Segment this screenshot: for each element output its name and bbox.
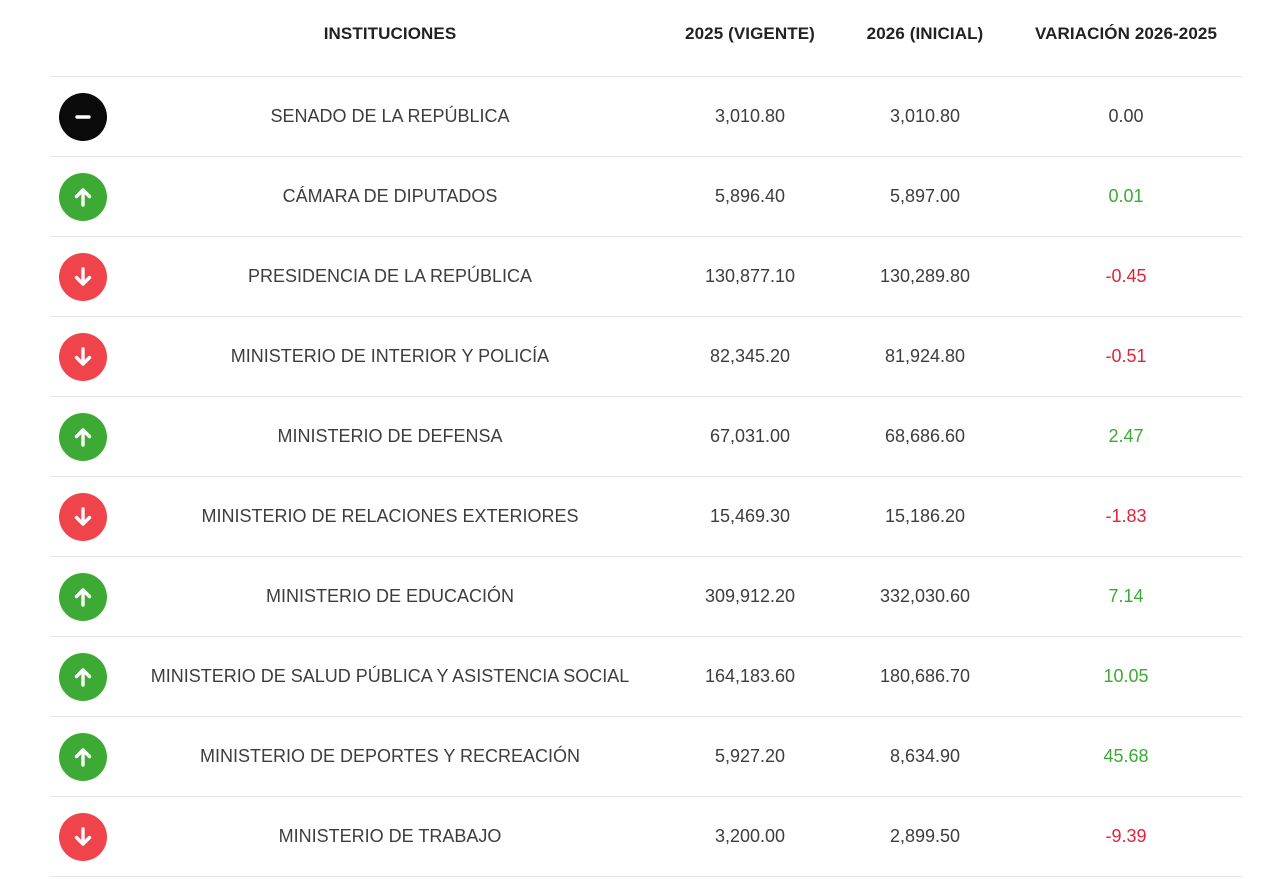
value-2026: 8,634.90 — [889, 746, 961, 766]
value-2026: 130,289.80 — [879, 266, 971, 286]
header-variation: VARIACIÓN 2026-2025 — [1034, 24, 1218, 43]
variation-value: 2.47 — [1108, 426, 1144, 446]
arrow-down-icon — [59, 333, 107, 381]
variation-value: 10.05 — [1103, 666, 1149, 686]
value-2025: 67,031.00 — [709, 426, 791, 446]
value-2026: 2,899.50 — [889, 826, 961, 846]
table-row — [50, 477, 1242, 557]
institution-name: PRESIDENCIA DE LA REPÚBLICA — [247, 266, 533, 286]
row-trend-cell — [50, 493, 120, 541]
table-row — [50, 397, 1242, 477]
variation-value: 0.01 — [1108, 186, 1144, 206]
institution-name: CÁMARA DE DIPUTADOS — [282, 186, 498, 206]
value-2025: 164,183.60 — [704, 666, 796, 686]
value-2026: 15,186.20 — [884, 506, 966, 526]
arrow-up-icon — [59, 573, 107, 621]
variation-value: -9.39 — [1105, 826, 1147, 846]
arrow-down-icon — [59, 253, 107, 301]
value-2025: 5,927.20 — [714, 746, 786, 766]
row-trend-cell — [50, 333, 120, 381]
variation-value: 0.00 — [1108, 106, 1144, 126]
value-2026: 81,924.80 — [884, 346, 966, 366]
table-header — [50, 0, 1242, 77]
institution-name: MINISTERIO DE EDUCACIÓN — [265, 586, 515, 606]
value-2026: 180,686.70 — [879, 666, 971, 686]
arrow-up-icon — [59, 653, 107, 701]
arrow-up-icon — [59, 413, 107, 461]
minus-icon — [59, 93, 107, 141]
variation-value: -0.51 — [1105, 346, 1147, 366]
table-row — [50, 637, 1242, 717]
table-row — [50, 77, 1242, 157]
institution-name: MINISTERIO DE DEFENSA — [277, 426, 503, 446]
value-2026: 68,686.60 — [884, 426, 966, 446]
row-trend-cell — [50, 813, 120, 861]
value-2025: 3,200.00 — [714, 826, 786, 846]
institution-name: MINISTERIO DE RELACIONES EXTERIORES — [201, 506, 579, 526]
value-2025: 3,010.80 — [714, 106, 786, 126]
variation-value: 7.14 — [1108, 586, 1144, 606]
header-institutions: INSTITUCIONES — [323, 24, 457, 43]
institution-name: SENADO DE LA REPÚBLICA — [270, 106, 510, 126]
table-body — [50, 77, 1242, 877]
header-2025: 2025 (VIGENTE) — [685, 24, 815, 43]
table-row — [50, 717, 1242, 797]
value-2025: 15,469.30 — [709, 506, 791, 526]
institution-name: MINISTERIO DE DEPORTES Y RECREACIÓN — [199, 746, 581, 766]
value-2025: 309,912.20 — [704, 586, 796, 606]
table-row — [50, 797, 1242, 877]
value-2025: 5,896.40 — [714, 186, 786, 206]
table-row — [50, 557, 1242, 637]
row-trend-cell — [50, 413, 120, 461]
value-2026: 5,897.00 — [889, 186, 961, 206]
table-row — [50, 317, 1242, 397]
header-2026: 2026 (INICIAL) — [866, 24, 984, 43]
row-trend-cell — [50, 173, 120, 221]
arrow-up-icon — [59, 173, 107, 221]
value-2025: 82,345.20 — [709, 346, 791, 366]
institution-name: MINISTERIO DE TRABAJO — [278, 826, 502, 846]
arrow-down-icon — [59, 493, 107, 541]
row-trend-cell — [50, 253, 120, 301]
row-trend-cell — [50, 93, 120, 141]
budget-table — [50, 0, 1242, 877]
variation-value: -0.45 — [1105, 266, 1147, 286]
arrow-down-icon — [59, 813, 107, 861]
row-trend-cell — [50, 573, 120, 621]
table-row — [50, 157, 1242, 237]
row-trend-cell — [50, 653, 120, 701]
variation-value: -1.83 — [1105, 506, 1147, 526]
institution-name: MINISTERIO DE SALUD PÚBLICA Y ASISTENCIA SOCIAL — [150, 666, 630, 686]
table-row — [50, 237, 1242, 317]
row-trend-cell — [50, 733, 120, 781]
arrow-up-icon — [59, 733, 107, 781]
header-icon-spacer — [50, 34, 120, 42]
value-2026: 332,030.60 — [879, 586, 971, 606]
value-2026: 3,010.80 — [889, 106, 961, 126]
variation-value: 45.68 — [1103, 746, 1149, 766]
institution-name: MINISTERIO DE INTERIOR Y POLICÍA — [230, 346, 550, 366]
value-2025: 130,877.10 — [704, 266, 796, 286]
